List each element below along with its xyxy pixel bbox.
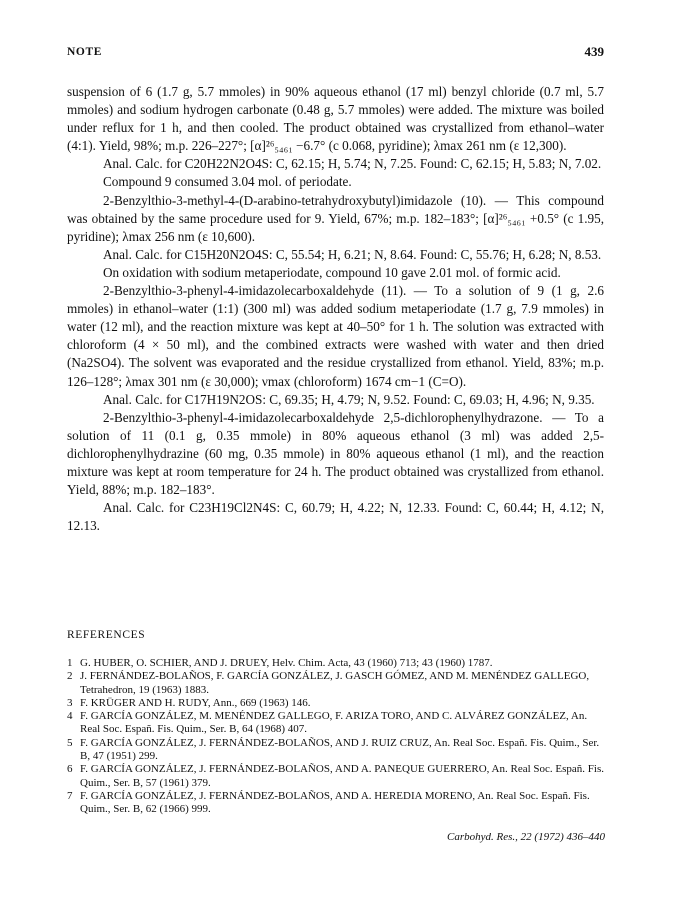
reference-item bbox=[67, 657, 607, 670]
compound-11-paragraph: 2-Benzylthio-3-phenyl-4-imidazolecarboxaldehyde (11). — To a solution of 9 (1 g, 2.6 mmoles) in ethanol–water (1:1) (300 ml) was added sodium metaperiodate (1.7 g, 7.9 mmoles) in water (12 ml), and the reaction mixture was kept at 40–50° for 1 h. The solution was extracted with chloroform (4 × 50 ml), and the combined extracts were washed with water and then dried (Na2SO4). The solvent was evaporated and the residue crystallized from ethanol. Yield, 83%; m.p. 126–128°; λmax 301 nm (ε 30,000); νmax (chloroform) 1674 cm−1 (C=O). bbox=[67, 283, 604, 389]
reference-text: F. GARCÍA GONZÁLEZ, M. MENÉNDEZ GALLEGO, F. ARIZA TORO, AND C. ALVÁREZ GONZÁLEZ, An. Real Soc. Españ. Fis. Quim., Ser. B, 64 (1968) 407. bbox=[80, 710, 588, 736]
running-head bbox=[67, 44, 604, 62]
analysis-paragraph: Anal. Calc. for C15H20N2O4S: C, 55.54; H, 6.21; N, 8.64. Found: C, 55.76; H, 6.28; N, 8.53. bbox=[103, 246, 602, 262]
reference-number: 4 bbox=[67, 710, 73, 723]
reference-number: 2 bbox=[67, 670, 73, 683]
reference-item bbox=[67, 670, 607, 697]
reference-text: F. GARCÍA GONZÁLEZ, J. FERNÁNDEZ-BOLAÑOS, AND A. PANEQUE GUERRERO, An. Real Soc. Españ. Fis. Quim., Ser. B, 57 (1961) 379. bbox=[80, 763, 604, 789]
reference-item bbox=[67, 737, 607, 764]
journal-citation: Carbohyd. Res., 22 (1972) 436–440 bbox=[447, 831, 605, 843]
paragraph: Compound 9 consumed 3.04 mol. of periodate. bbox=[103, 174, 352, 190]
hydrazone-paragraph: 2-Benzylthio-3-phenyl-4-imidazolecarboxaldehyde 2,5-dichlorophenylhydrazone. — To a solution of 11 (0.1 g, 0.35 mmole) in 80% aqueous ethanol (3 ml) was added 2,5-dichlorophenylhydrazine (60 mg, 0.35 mmole) in 80% aqueous ethanol (1 ml), and the reaction mixture was kept at room temperature for 24 h. The product obtained was crystallized from ethanol. Yield, 88%; m.p. 182–183°. bbox=[67, 409, 604, 498]
article-body bbox=[67, 83, 604, 535]
reference-number: 7 bbox=[67, 789, 73, 802]
reference-item bbox=[67, 763, 607, 790]
reference-text: J. FERNÁNDEZ-BOLAÑOS, F. GARCÍA GONZÁLEZ, J. GASCH GÓMEZ, AND M. MENÉNDEZ GALLEGO, Tetrahedron, 19 (1963) 1883. bbox=[80, 670, 590, 696]
paragraph: On oxidation with sodium metaperiodate, compound 10 gave 2.01 mol. of formic acid. bbox=[103, 264, 561, 280]
compound-10-paragraph: 2-Benzylthio-3-methyl-4-(D-arabino-tetrahydroxybutyl)imidazole (10). — This compound was obtained by the same procedure used for 9. Yield, 67%; m.p. 182–183°; [α]²⁶₅₄₆₁ +0.5° (c 1.95, pyridine); λmax 256 nm (ε 10,600). bbox=[67, 192, 604, 244]
reference-text: G. HUBER, O. SCHIER, AND J. DRUEY, Helv. Chim. Acta, 43 (1960) 713; 43 (1960) 1787. bbox=[80, 657, 493, 669]
reference-number: 1 bbox=[67, 657, 73, 669]
references-list bbox=[67, 657, 607, 817]
reference-number: 6 bbox=[67, 763, 73, 776]
reference-number: 3 bbox=[67, 696, 73, 709]
reference-item bbox=[67, 710, 607, 737]
analysis-paragraph: Anal. Calc. for C20H22N2O4S: C, 62.15; H, 5.74; N, 7.25. Found: C, 62.15; H, 5.83; N, 7.02. bbox=[103, 156, 602, 172]
reference-item bbox=[67, 697, 607, 710]
page-number: 439 bbox=[584, 44, 604, 59]
analysis-paragraph: Anal. Calc. for C23H19Cl2N4S: C, 60.79; H, 4.22; N, 12.33. Found: C, 60.44; H, 4.12; N, 12.13. bbox=[67, 500, 604, 534]
reference-item bbox=[67, 790, 607, 817]
analysis-paragraph: Anal. Calc. for C17H19N2OS: C, 69.35; H, 4.79; N, 9.52. Found: C, 69.03; H, 4.96; N, 9.35. bbox=[103, 391, 595, 407]
reference-number: 5 bbox=[67, 736, 73, 749]
references-heading: REFERENCES bbox=[67, 629, 146, 641]
reference-text: F. GARCÍA GONZÁLEZ, J. FERNÁNDEZ-BOLAÑOS, AND J. RUIZ CRUZ, An. Real Soc. Españ. Fis. Quim., Ser. B, 47 (1951) 299. bbox=[80, 736, 600, 763]
paragraph: suspension of 6 (1.7 g, 5.7 mmoles) in 90% aqueous ethanol (17 ml) benzyl chloride (0.7 ml, 5.7 mmoles) and sodium hydrogen carbonate (0.48 g, 5.7 mmoles) were added. The mixture was boiled under reflux for 1 h, and then cooled. The product obtained was crystallized from ethanol–water (4:1). Yield, 98%; m.p. 226–227°; [α]²⁶₅₄₆₁ −6.7° (c 0.068, pyridine); λmax 261 nm (ε 12,300). bbox=[67, 84, 604, 154]
reference-text: F. GARCÍA GONZÁLEZ, J. FERNÁNDEZ-BOLAÑOS, AND A. HEREDIA MORENO, An. Real Soc. Españ. Fis. Quim., Ser. B, 62 (1966) 999. bbox=[80, 789, 590, 816]
reference-text: F. KRÜGER AND H. RUDY, Ann., 669 (1963) 146. bbox=[80, 696, 311, 709]
section-label: NOTE bbox=[67, 46, 102, 58]
